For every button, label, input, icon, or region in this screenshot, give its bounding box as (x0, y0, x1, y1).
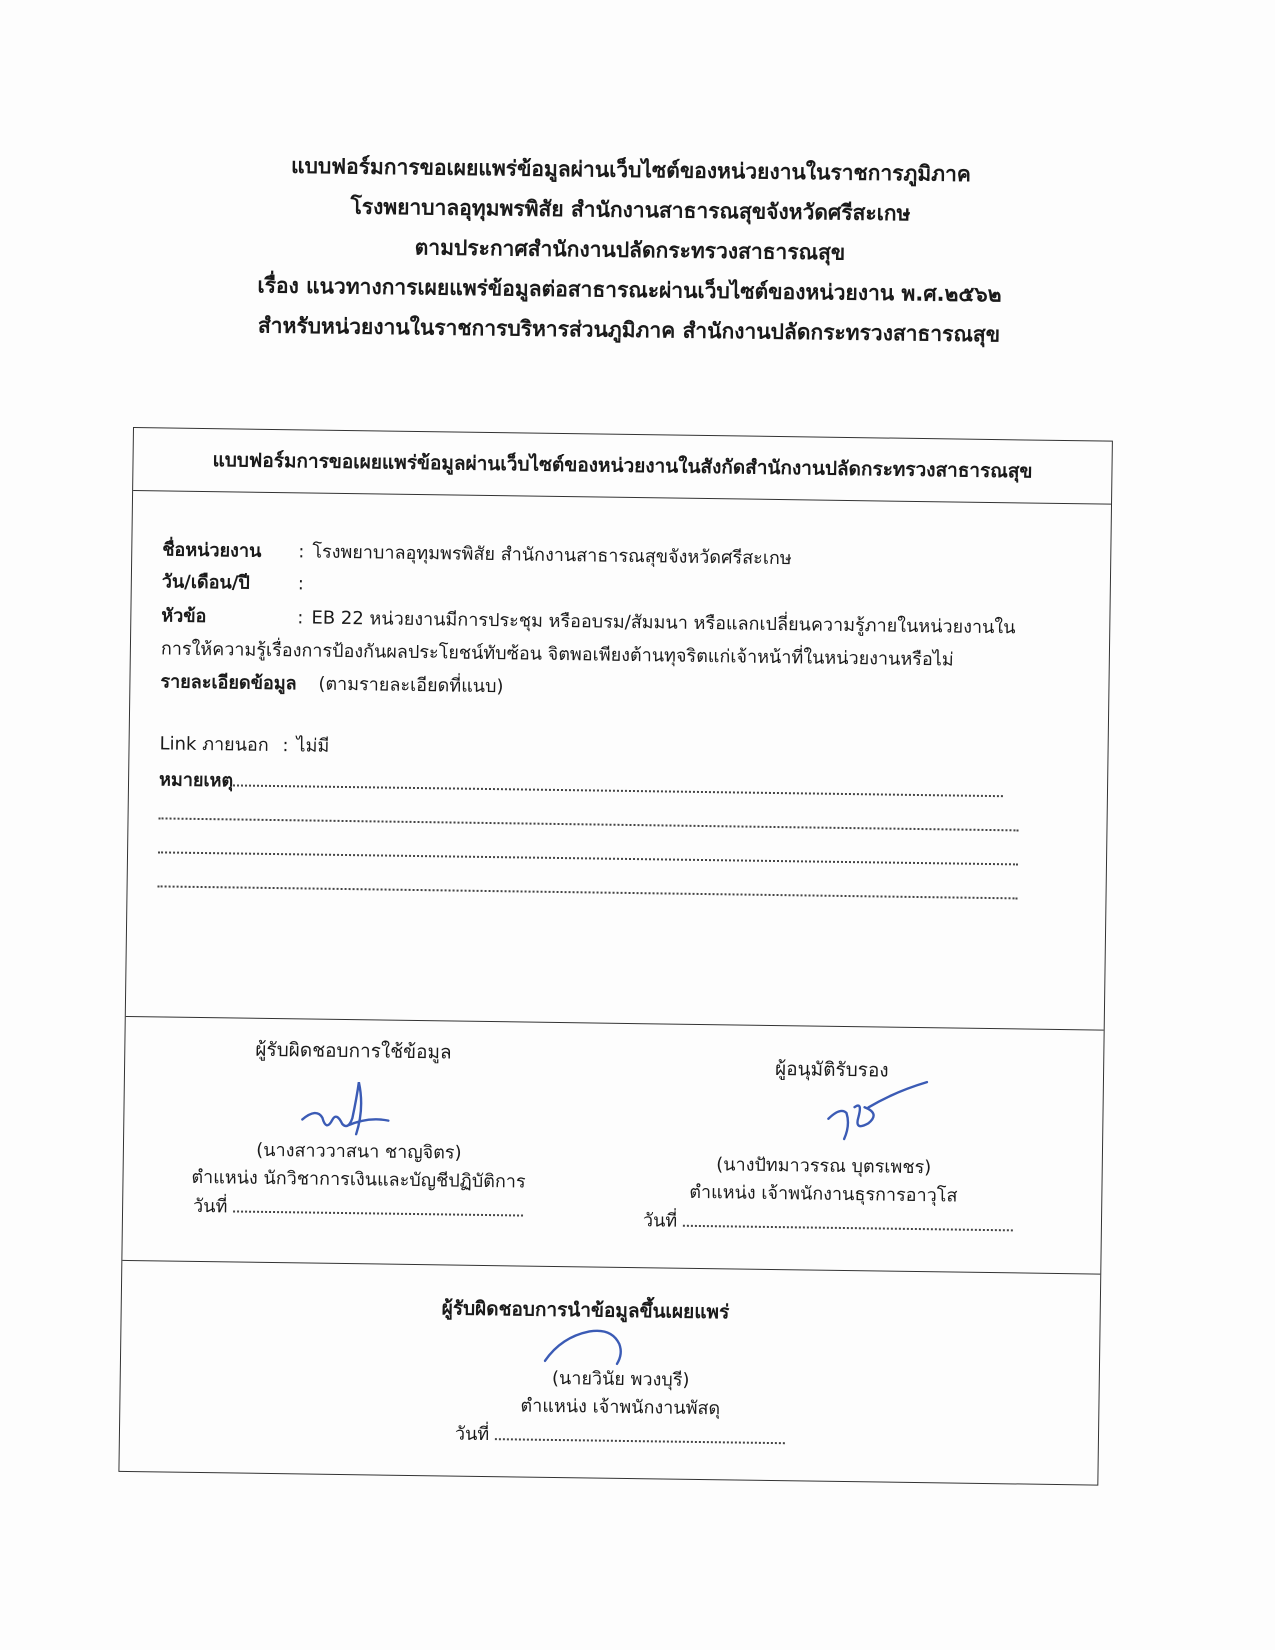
note-dotted-line-4 (158, 867, 1018, 899)
responsible-date-label: วันที่ (192, 1195, 228, 1218)
note-label: หมายเหตุ (158, 769, 234, 792)
note-dotted-line-2 (159, 799, 1019, 831)
topic-value: EB 22 หน่วยงานมีการประชุม หรืออบรม/สัมมนา หรือแลกเปลี่ยนความรู้ภายในหน่วยงานใน (311, 607, 1016, 639)
note-row (159, 765, 1003, 805)
approver-position: ตำแหน่ง เจ้าพนักงานธุรการอาวุโส (689, 1181, 958, 1207)
details-row (160, 669, 503, 700)
header-line-4: เรื่อง แนวทางการเผยแพร่ข้อมูลต่อสาธารณะผ่านเว็บไซต์ของหน่วยงาน พ.ศ.๒๕๖๒ (257, 273, 1002, 307)
topic-row (161, 603, 1015, 641)
responsible-signer (163, 1136, 554, 1226)
approver-signer (643, 1150, 1004, 1240)
header-line-5: สำหรับหน่วยงานในราชการบริหารส่วนภูมิภาค สำนักงานปลัดกระทรวงสาธารณสุข (257, 313, 1001, 347)
publisher-date (420, 1419, 820, 1454)
note-dotted-line-1 (233, 766, 1003, 797)
request-form (118, 427, 1112, 1486)
note-line-3 (158, 833, 1018, 873)
date-row (162, 569, 312, 597)
agency-colon: : (298, 541, 305, 563)
header-line-2: โรงพยาบาลอุทุมพรพิสัย สำนักงานสาธารณสุขจังหวัดศรีสะเกษ (350, 194, 911, 226)
responsible-date (163, 1191, 553, 1225)
responsible-name: (นางสาววาสนา ชาญจิตร) (256, 1139, 462, 1164)
note-line-4 (157, 867, 1017, 907)
publisher-date-label: วันที่ (454, 1423, 490, 1446)
approver-date (643, 1206, 1003, 1240)
publisher-signer (420, 1363, 821, 1454)
date-label: วัน/เดือน/ปี (161, 571, 250, 594)
note-dotted-line-3 (158, 833, 1018, 865)
publisher-date-dotted-line (495, 1420, 785, 1444)
date-colon: : (297, 573, 305, 595)
form-title: แบบฟอร์มการขอเผยแพร่ข้อมูลผ่านเว็บไซต์ของหน่วยงานในสังกัดสำนักงานปลัดกระทรวงสาธารณสุข (133, 428, 1112, 505)
form-details-section (126, 491, 1111, 1031)
approver-date-dotted-line (683, 1207, 1013, 1232)
note-line-2 (158, 799, 1018, 839)
approver-date-label: วันที่ (642, 1210, 678, 1232)
topic-continuation: การให้ความรู้เรื่องการป้องกันผลประโยชน์ทับซ้อน จิตพอเพียงต้านทุจริตแก่เจ้าหน้าที่ในหน่วยงานหรือไม่ (160, 638, 954, 671)
signature-section (122, 1017, 1103, 1275)
document-header (229, 145, 1031, 355)
topic-colon: : (297, 607, 304, 629)
responsible-date-dotted-line (233, 1192, 523, 1216)
responsible-title: ผู้รับผิดชอบการใช้ข้อมูล (255, 1038, 452, 1064)
publisher-section (119, 1261, 1100, 1488)
agency-row (162, 537, 792, 572)
header-line-1: แบบฟอร์มการขอเผยแพร่ข้อมูลผ่านเว็บไซต์ของหน่วยงานในราชการภูมิภาค (290, 153, 972, 187)
link-label: Link ภายนอก (159, 733, 269, 756)
topic-label: หัวข้อ (161, 605, 207, 628)
link-row (159, 731, 329, 759)
publisher-name: (นายวินัย พวงบุรี) (551, 1367, 690, 1391)
link-colon: : (282, 735, 289, 757)
details-value: (ตามรายละเอียดที่แนบ) (318, 673, 504, 698)
header-line-3: ตามประกาศสำนักงานปลัดกระทรวงสาธารณสุข (414, 235, 846, 265)
approver-signature (824, 1077, 935, 1149)
publisher-signature (541, 1323, 632, 1370)
details-label: รายละเอียดข้อมูล (160, 671, 297, 695)
agency-label: ชื่อหน่วยงาน (162, 539, 262, 562)
link-value: ไม่มี (296, 735, 330, 757)
publisher-title: ผู้รับผิดชอบการนำข้อมูลขึ้นเผยแพร่ (441, 1297, 730, 1324)
approver-title: ผู้อนุมัติรับรอง (774, 1058, 889, 1082)
agency-value: โรงพยาบาลอุทุมพรพิสัย สำนักงานสาธารณสุขจังหวัดศรีสะเกษ (312, 541, 792, 570)
approver-name: (นางปัทมาวรรณ บุตรเพชร) (716, 1154, 932, 1179)
responsible-position: ตำแหน่ง นักวิชาการเงินและบัญชีปฏิบัติการ (191, 1166, 526, 1193)
publisher-position: ตำแหน่ง เจ้าพนักงานพัสดุ (520, 1395, 721, 1420)
